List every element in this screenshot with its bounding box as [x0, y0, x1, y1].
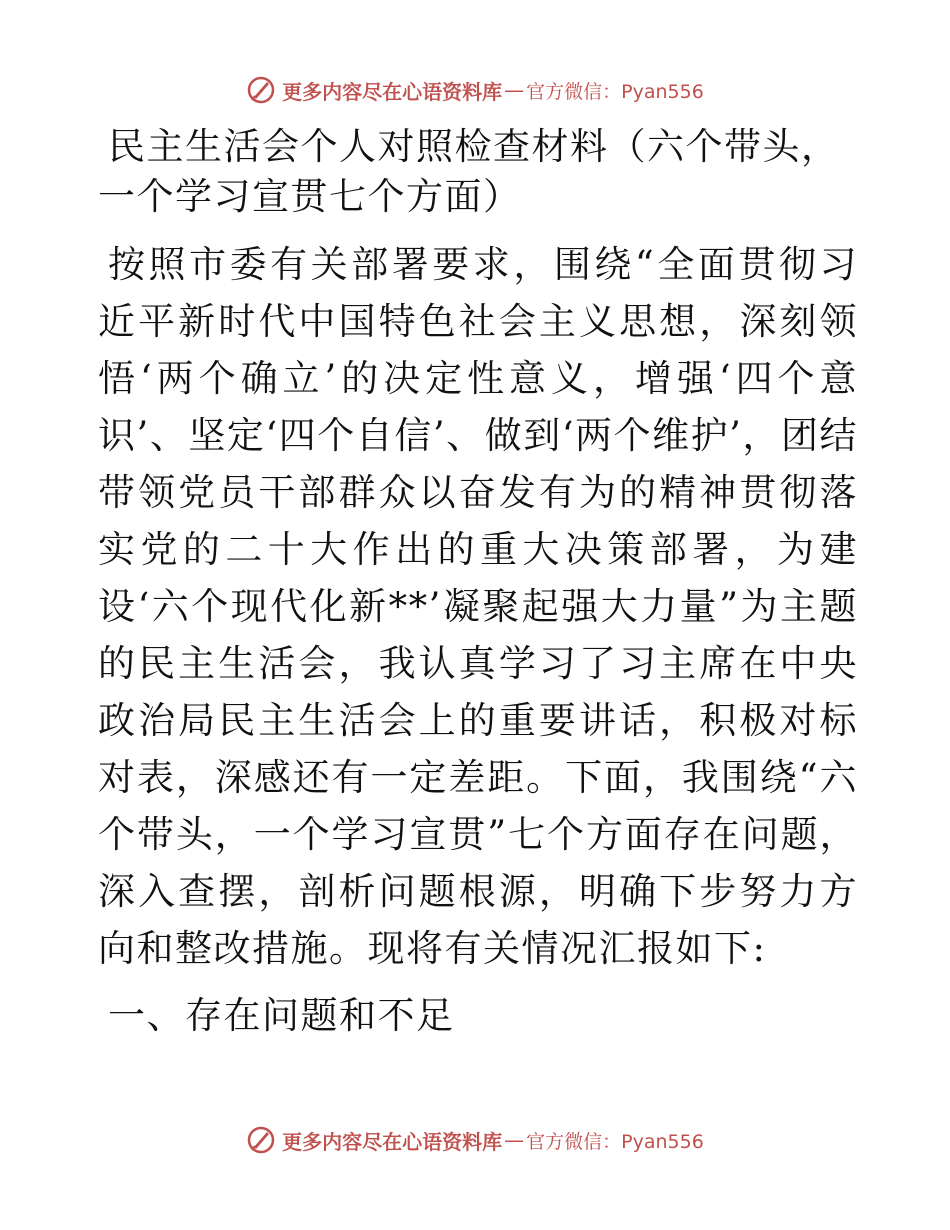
watermark-dash: —	[504, 1128, 525, 1152]
watermark-dash: —	[504, 78, 525, 102]
watermark-wechat-text: 官方微信：Pyan556	[526, 80, 704, 103]
watermark-wechat-text: 官方微信：Pyan556	[526, 1130, 704, 1153]
intro-paragraph: 按照市委有关部署要求，围绕“全面贯彻习近平新时代中国特色社会主义思想，深刻领悟‘两个确立’的决定性意义，增强‘四个意识’、坚定‘四个自信’、做到‘两个维护’，团结带领党员干部群众以奋发有为的精神贯彻落实党的二十大作出的重大决策部署，为建设‘六个现代化新**’凝聚起强大力量”为主题的民主生活会，我认真学习了习主席在中央政治局民主生活会上的重要讲话，积极对标对表，深感还有一定差距。下面，我围绕“六个带头，一个学习宣贯”七个方面存在问题，深入查摆，剖析问题根源，明确下步努力方向和整改措施。现将有关情况汇报如下:	[98, 243, 858, 970]
watermark-main-text: 更多内容尽在心语资料库	[282, 1129, 503, 1154]
document-title: 民主生活会个人对照检查材料（六个带头，一个学习宣贯七个方面）	[98, 125, 840, 218]
section-heading: 一、存在问题和不足	[108, 994, 455, 1037]
quill-pen-logo-icon	[246, 75, 276, 105]
document-body	[98, 122, 858, 1044]
header-watermark	[0, 70, 950, 110]
footer-watermark	[0, 1120, 950, 1160]
quill-pen-logo-icon	[246, 1125, 276, 1155]
watermark-main-text: 更多内容尽在心语资料库	[282, 79, 503, 104]
